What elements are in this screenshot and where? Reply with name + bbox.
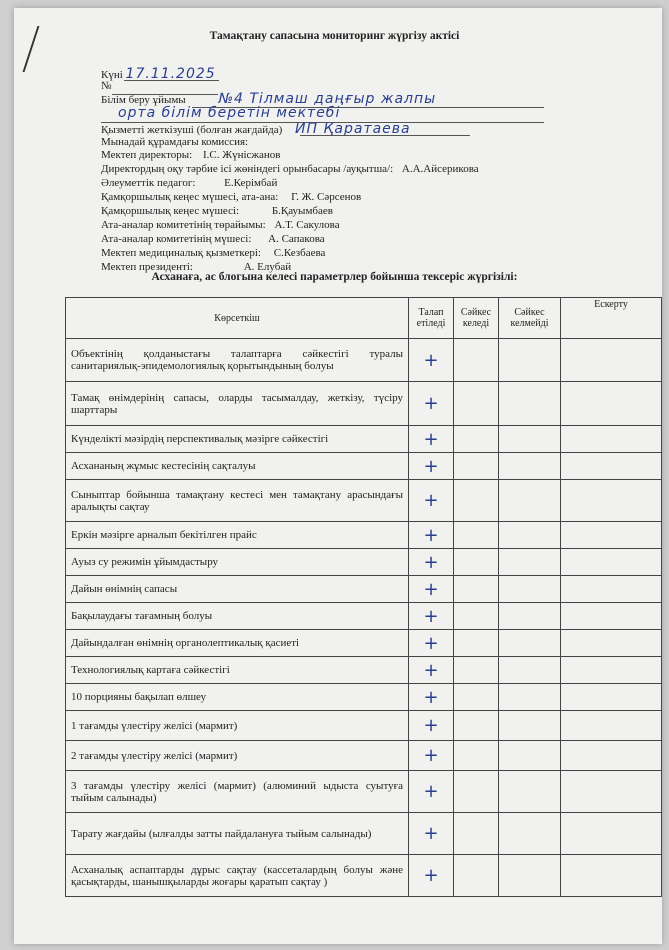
header-indicator: Көрсеткіш (66, 298, 409, 339)
header-required: Талап етіледі (409, 298, 454, 339)
inspection-table (65, 297, 662, 897)
row-indicator: Бақылаудағы тағамның болуы (66, 603, 409, 630)
commission-member (101, 177, 277, 189)
number-label: № (101, 80, 112, 92)
member-name: Б.Қауымбаев (271, 205, 333, 217)
commission-label: Мынадай құрамдағы комиссия: (101, 136, 249, 148)
table-row (66, 657, 662, 684)
member-role: Қамқоршылық кеңес мүшесі, ата-ана: (101, 191, 279, 203)
member-name: А.Т. Сакулова (274, 219, 340, 231)
row-indicator: 3 тағамды үлестіру желісі (мармит) (алюминий ыдыста суытуға тыйым салынады) (66, 771, 409, 813)
org-value-2: орта білім беретін мектебі (118, 105, 341, 121)
table-row (66, 855, 662, 897)
member-name: Г. Ж. Сәрсенов (291, 191, 362, 203)
table-row (66, 426, 662, 453)
tick-mark: + (423, 745, 439, 766)
row-indicator: Ауыз су режимін ұйымдастыру (66, 549, 409, 576)
commission-member (101, 191, 361, 203)
member-role: Әлеуметтік педагог: (101, 177, 196, 189)
tick-mark: + (423, 865, 439, 886)
row-indicator: Дайындалған өнімнің органолептикалық қасиеті (66, 630, 409, 657)
row-indicator: 1 тағамды үлестіру желісі (мармит) (66, 711, 409, 741)
table-row (66, 711, 662, 741)
commission-member (101, 205, 333, 217)
member-name: А.А.Айсерикова (401, 163, 479, 175)
member-role: Ата-аналар комитетінің мүшесі: (101, 233, 252, 245)
row-indicator: Технологиялық картаға сәйкестігі (66, 657, 409, 684)
date-value: 17.11.2025 (125, 66, 216, 82)
row-indicator: Асханалық аспаптарды дұрыс сақтау (кассеталардың болуы және қасықтарды, шанышқыларды жоғары қаратып сақтау ) (66, 855, 409, 897)
row-indicator: Күнделікті мәзірдің перспективалық мәзірге сәйкестігі (66, 426, 409, 453)
member-role: Ата-аналар комитетінің төрайымы: (101, 219, 266, 231)
table-row (66, 813, 662, 855)
member-role: Директордың оқу тәрбие ісі жөніндегі орынбасары /ауқытша/: (101, 163, 394, 175)
member-role: Мектеп директоры: (101, 149, 193, 161)
member-name: А. Сапакова (268, 233, 325, 245)
provider-label: Қызметті жеткізуші (болған жағдайда) (101, 124, 283, 136)
header-noncompliant: Сәйкес келмейді (499, 298, 561, 339)
table-row (66, 630, 662, 657)
commission-member (101, 247, 325, 259)
tick-mark: + (423, 686, 439, 708)
table-row (66, 741, 662, 771)
commission-member (101, 149, 280, 161)
table-row (66, 549, 662, 576)
commission-member (101, 219, 340, 231)
tick-mark: + (423, 578, 439, 600)
tick-mark: + (423, 428, 439, 450)
table-row (66, 576, 662, 603)
row-indicator: Тамақ өнімдерінің сапасы, оларды тасымалдау, жеткізу, түсіру шарттары (66, 382, 409, 426)
table-row (66, 522, 662, 549)
provider-underline (300, 135, 470, 136)
header-compliant: Сәйкес келеді (454, 298, 499, 339)
member-role: Мектеп медициналық қызметкері: (101, 247, 261, 259)
document-title: Тамақтану сапасына мониторинг жүргізу актісі (209, 30, 460, 42)
row-indicator: Еркін мәзірге арналып бекітілген прайс (66, 522, 409, 549)
commission-member (101, 233, 325, 245)
table-row (66, 771, 662, 813)
member-role: Қамқоршылық кеңес мүшесі: (101, 205, 240, 217)
table-row (66, 684, 662, 711)
row-indicator: Сыныптар бойынша тамақтану кестесі мен тамақтану арасындағы аралықты сақтау (66, 480, 409, 522)
tick-mark: + (423, 524, 439, 546)
table-row (66, 480, 662, 522)
table-row (66, 382, 662, 426)
row-indicator: Дайын өнімнің сапасы (66, 576, 409, 603)
tick-mark: + (423, 490, 439, 511)
member-name: Е.Керімбай (224, 177, 278, 189)
member-name: С.Кезбаева (273, 247, 326, 259)
tick-mark: + (423, 659, 439, 681)
row-indicator: Тарату жағдайы (ылғалды затты пайдалануға тыйым салынады) (66, 813, 409, 855)
tick-mark: + (423, 823, 439, 844)
commission-member (101, 163, 479, 175)
table-row (66, 603, 662, 630)
member-name: І.С. Жүнісжанов (202, 149, 281, 161)
table-row (66, 339, 662, 382)
tick-mark: + (423, 632, 439, 654)
tick-mark: + (423, 605, 439, 627)
row-indicator: Асхананың жұмыс кестесінің сақталуы (66, 453, 409, 480)
row-indicator: 2 тағамды үлестіру желісі (мармит) (66, 741, 409, 771)
table-row (66, 453, 662, 480)
org-value-1: №4 Тілмаш даңғыр жалпы (218, 91, 437, 107)
date-underline (124, 80, 219, 81)
tick-mark: + (423, 349, 439, 371)
tick-mark: + (423, 715, 439, 736)
org-label: Білім беру ұйымы (101, 94, 186, 106)
table-header-row (66, 298, 662, 339)
tick-mark: + (423, 551, 439, 573)
member-role: Мектеп президенті: (101, 261, 193, 273)
member-name: А. Елубай (243, 261, 292, 273)
header-note: Ескерту (561, 298, 662, 339)
provider-value: ИП Қаратаева (295, 121, 411, 137)
tick-mark: + (423, 393, 439, 414)
tick-mark: + (423, 455, 439, 477)
tick-mark: + (423, 781, 439, 802)
row-indicator: 10 порцияны бақылап өлшеу (66, 684, 409, 711)
row-indicator: Объектінің қолданыстағы талаптарға сәйкестігі туралы санитариялық-эпидемологиялық қорытындының болуы (66, 339, 409, 382)
date-label: Күні (101, 69, 123, 81)
section-subtitle: Асханаға, ас блогына келесі параметрлер бойынша тексеріс жүргізілі: (151, 271, 518, 283)
